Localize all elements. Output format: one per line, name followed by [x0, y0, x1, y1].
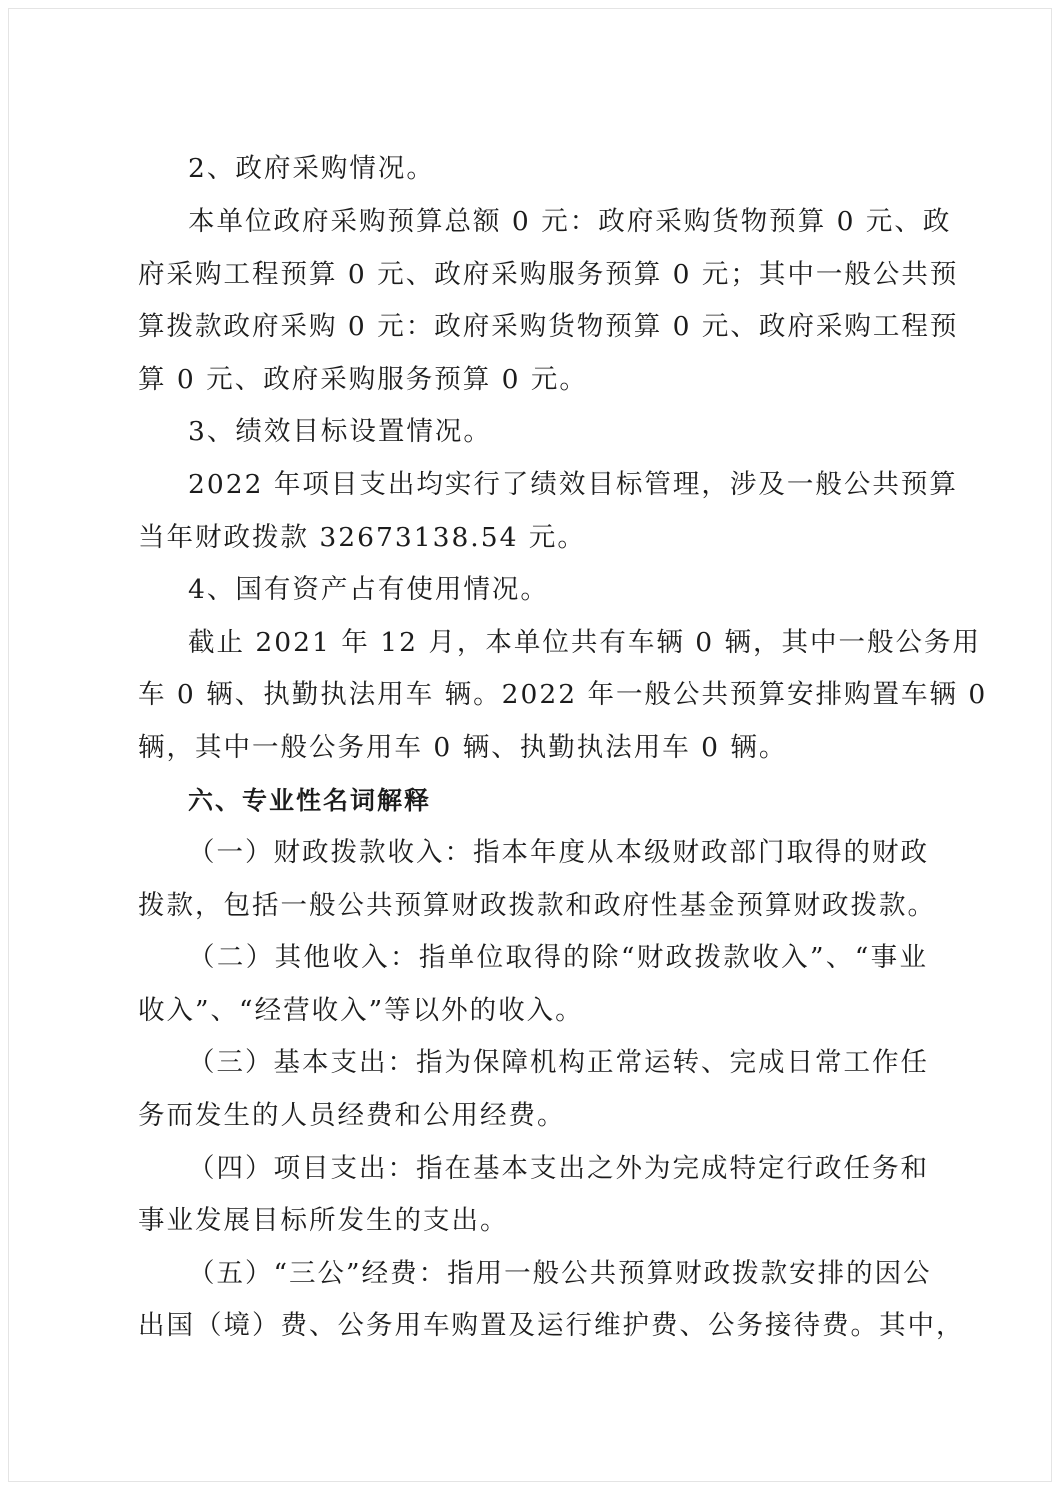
paragraph-line: 府采购工程预算 0 元、政府采购服务预算 0 元；其中一般公共预 [138, 259, 959, 290]
paragraph-line: 出国（境）费、公务用车购置及运行维护费、公务接待费。其中， [138, 1310, 965, 1341]
paragraph-line: 当年财政拨款 32673138.54 元。 [138, 522, 586, 553]
paragraph-line: 务而发生的人员经费和公用经费。 [138, 1100, 566, 1131]
paragraph-line: 算 0 元、政府采购服务预算 0 元。 [138, 364, 588, 395]
paragraph-line: （二）其他收入：指单位取得的除“财政拨款收入”、“事业 [188, 942, 928, 973]
section-heading: 六、专业性名词解释 [188, 786, 432, 815]
paragraph-line: （一）财政拨款收入：指本年度从本级财政部门取得的财政 [188, 837, 929, 868]
subheading-assets: 4、国有资产占有使用情况。 [188, 574, 549, 605]
paragraph-line: 拨款，包括一般公共预算财政拨款和政府性基金预算财政拨款。 [138, 890, 936, 921]
subheading-procurement: 2、政府采购情况。 [188, 153, 435, 184]
paragraph-line: （四）项目支出：指在基本支出之外为完成特定行政任务和 [188, 1153, 929, 1184]
paragraph-line: 2022 年项目支出均实行了绩效目标管理，涉及一般公共预算 [188, 469, 958, 500]
paragraph-line: 辆，其中一般公务用车 0 辆、执勤执法用车 0 辆。 [138, 732, 788, 763]
paragraph-line: 本单位政府采购预算总额 0 元：政府采购货物预算 0 元、政 [188, 206, 952, 237]
paragraph-line: 算拨款政府采购 0 元：政府采购货物预算 0 元、政府采购工程预 [138, 311, 959, 342]
paragraph-line: 截止 2021 年 12 月，本单位共有车辆 0 辆，其中一般公务用 [188, 627, 982, 658]
subheading-performance: 3、绩效目标设置情况。 [188, 416, 492, 447]
paragraph-line: 事业发展目标所发生的支出。 [138, 1205, 509, 1236]
paragraph-line: 收入”、“经营收入”等以外的收入。 [138, 995, 584, 1026]
paragraph-line: 车 0 辆、执勤执法用车 辆。2022 年一般公共预算安排购置车辆 0 [138, 679, 988, 710]
paragraph-line: （三）基本支出：指为保障机构正常运转、完成日常工作任 [188, 1047, 929, 1078]
paragraph-line: （五）“三公”经费：指用一般公共预算财政拨款安排的因公 [188, 1258, 932, 1289]
